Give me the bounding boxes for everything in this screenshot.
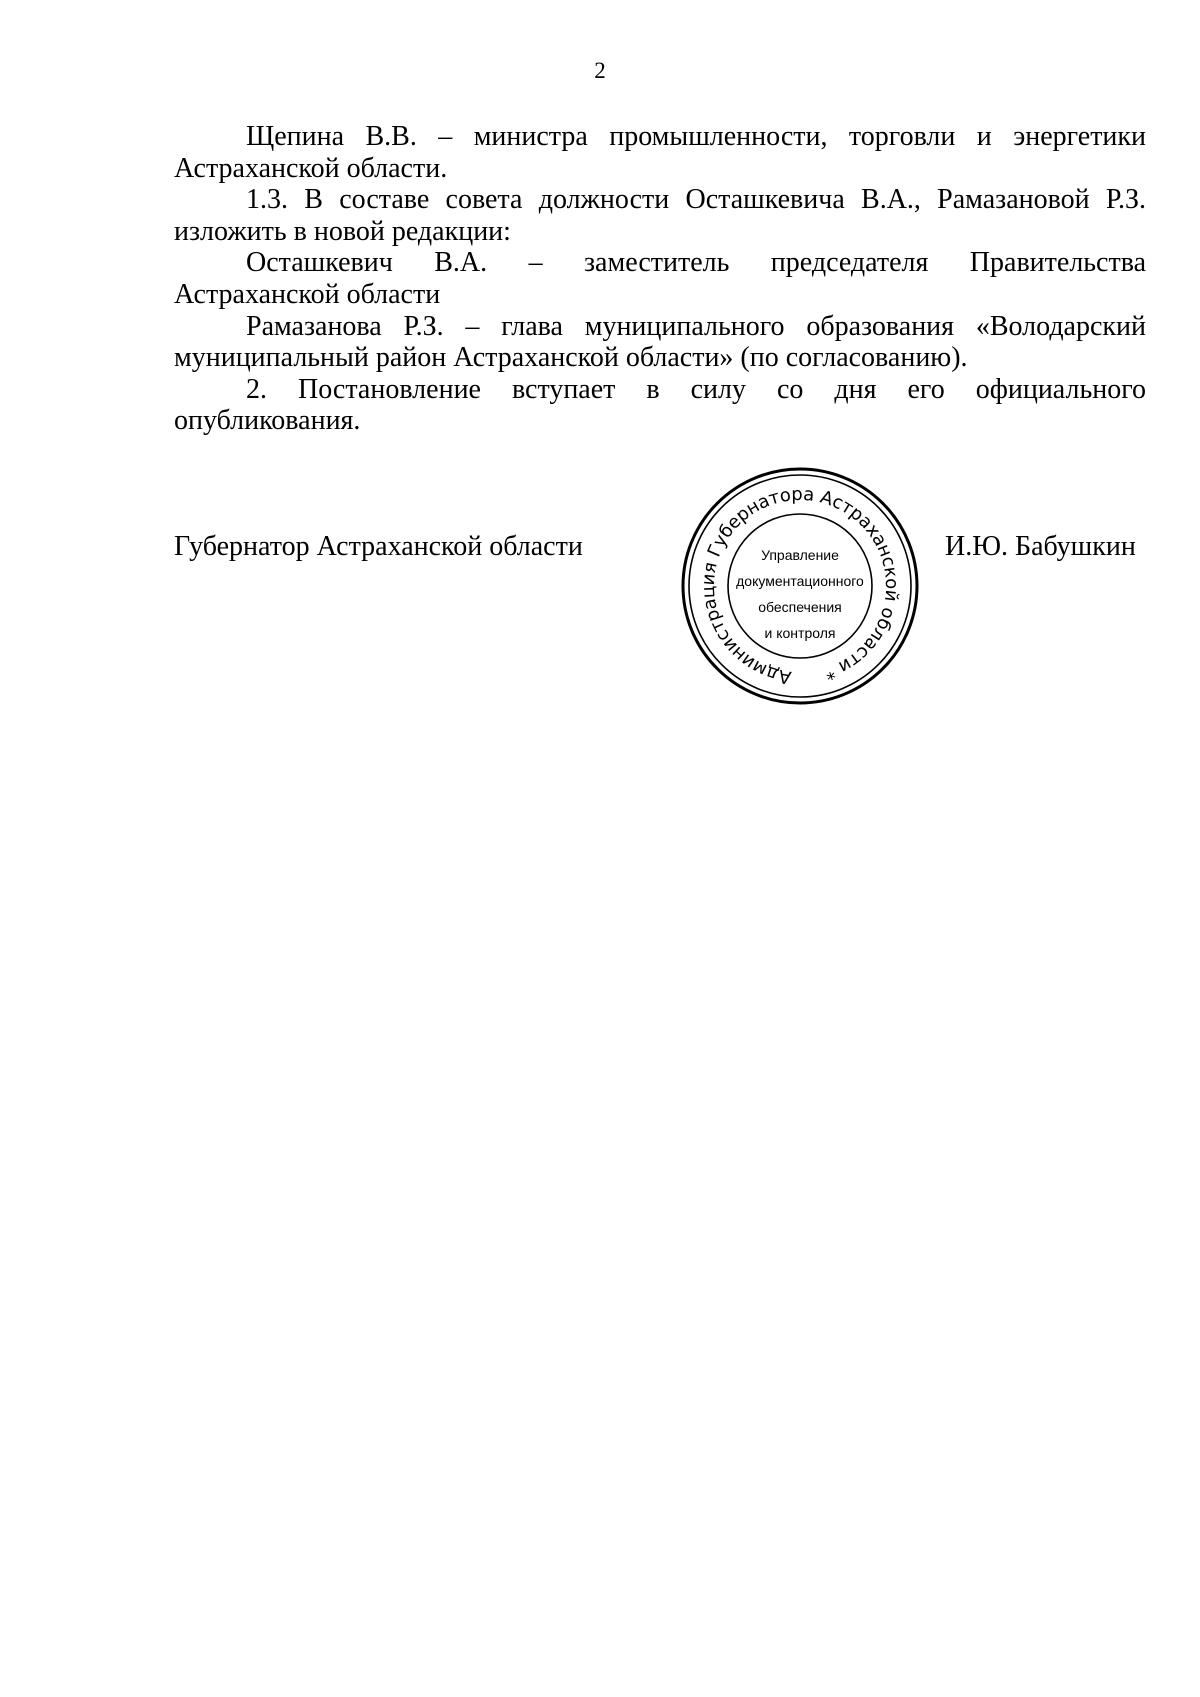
official-stamp bbox=[680, 466, 920, 706]
paragraph-2-effective: 2. Постановление вступает в силу со дня его официального опубликования. bbox=[174, 373, 1146, 437]
stamp-graphic bbox=[680, 466, 920, 706]
paragraph-1-3: 1.3. В составе совета должности Осташкевича В.А., Рамазановой Р.З. изложить в новой редакции: bbox=[174, 184, 1146, 247]
page-number: 2 bbox=[594, 58, 606, 83]
governor-title: Губернатор Астраханской области bbox=[174, 531, 583, 562]
paragraph-ramazanova: Рамазанова Р.З. – глава муниципального образования «Володарский муниципальный район Астраханской области» (по согласованию). bbox=[174, 310, 1146, 374]
paragraph-shchepin: Щепина В.В. – министра промышленности, торговли и энергетики Астраханской области. bbox=[174, 121, 1146, 184]
governor-name: И.Ю. Бабушкин bbox=[945, 531, 1136, 562]
stamp-center-line-2: документационного bbox=[736, 573, 864, 589]
stamp-center-line-3: обеспечения bbox=[758, 599, 842, 615]
stamp-center-line-4: и контроля bbox=[764, 625, 836, 641]
stamp-center-line-1: Управление bbox=[761, 547, 839, 563]
stamp-ring-text: Администрация Губернатора Астраханской области * bbox=[697, 483, 903, 688]
document-body bbox=[174, 121, 1146, 437]
paragraph-ostashkevich: Осташкевич В.А. – заместитель председателя Правительства Астраханской области bbox=[174, 247, 1146, 310]
